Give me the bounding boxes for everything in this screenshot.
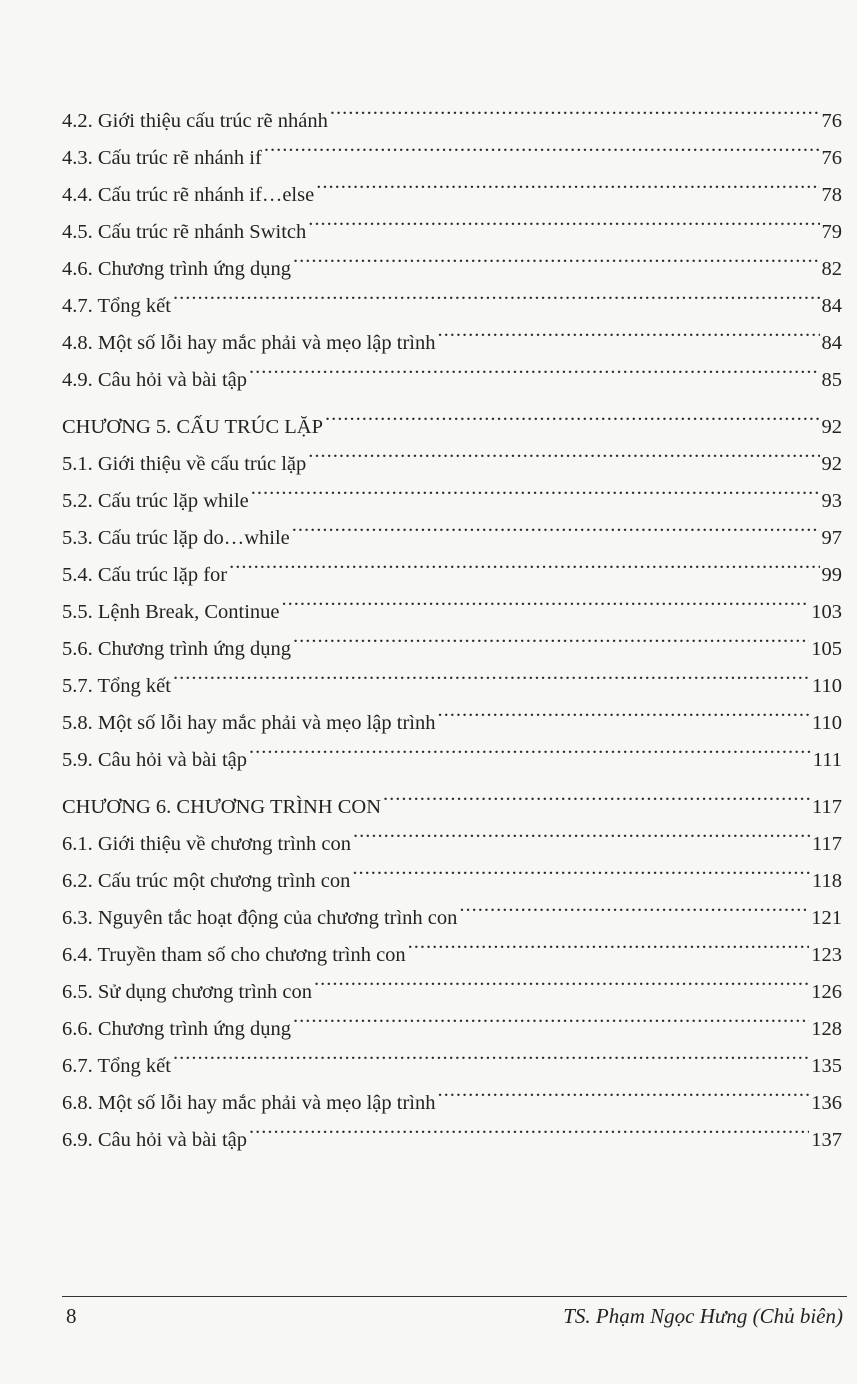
toc-entry-label: 5.1. Giới thiệu về cấu trúc lặp (62, 453, 307, 475)
toc-entry[interactable] (62, 1035, 842, 1077)
dot-leader (251, 470, 820, 507)
toc-chapter-5[interactable] (62, 396, 842, 438)
toc-entry-page: 117 (812, 833, 842, 855)
toc-entry-page: 79 (821, 221, 842, 243)
toc-entry-label: 6.6. Chương trình ứng dụng (62, 1018, 291, 1040)
chapter-page: 92 (821, 416, 842, 438)
toc-entry-label: 4.4. Cấu trúc rẽ nhánh if…else (62, 184, 315, 206)
toc-entry[interactable] (62, 1072, 842, 1114)
toc-entry-page: 126 (811, 981, 842, 1003)
toc-entry[interactable] (62, 312, 842, 354)
toc-entry[interactable] (62, 655, 842, 697)
dot-leader (437, 1072, 809, 1109)
dot-leader (352, 850, 810, 887)
footer-divider (62, 1296, 847, 1297)
toc-entry-label: 6.9. Câu hỏi và bài tập (62, 1129, 248, 1151)
dot-leader (330, 90, 820, 127)
toc-entry-page: 76 (821, 110, 842, 132)
toc-entry-page: 118 (812, 870, 842, 892)
dot-leader (281, 581, 809, 618)
chapter-title: CHƯƠNG 6. CHƯƠNG TRÌNH CON (62, 796, 382, 818)
dot-leader (314, 961, 809, 998)
toc-entry-page: 84 (821, 332, 842, 354)
dot-leader (383, 776, 810, 813)
dot-leader (316, 164, 819, 201)
toc-entry-label: 6.1. Giới thiệu về chương trình con (62, 833, 351, 855)
toc-entry-page: 92 (821, 453, 842, 475)
table-of-contents (62, 90, 842, 1151)
dot-leader (308, 433, 819, 470)
toc-entry-label: 6.8. Một số lỗi hay mắc phải và mẹo lập trình (62, 1092, 436, 1114)
toc-entry-label: 4.7. Tổng kết (62, 295, 171, 317)
dot-leader (293, 238, 820, 275)
toc-entry-page: 121 (811, 907, 842, 929)
toc-entry-page: 85 (821, 369, 842, 391)
toc-entry-page: 128 (811, 1018, 842, 1040)
toc-chapter-6[interactable] (62, 776, 842, 818)
toc-entry-page: 82 (821, 258, 842, 280)
toc-entry-label: 4.2. Giới thiệu cấu trúc rẽ nhánh (62, 110, 328, 132)
toc-entry-page: 136 (811, 1092, 842, 1114)
toc-entry-page: 97 (821, 527, 842, 549)
toc-entry-page: 123 (811, 944, 842, 966)
dot-leader (173, 1035, 809, 1072)
toc-entry-page: 84 (821, 295, 842, 317)
toc-entry[interactable] (62, 692, 842, 734)
dot-leader (249, 1109, 809, 1146)
toc-entry-page: 93 (821, 490, 842, 512)
toc-entry-label: 5.4. Cấu trúc lặp for (62, 564, 228, 586)
toc-entry-label: 4.5. Cấu trúc rẽ nhánh Switch (62, 221, 307, 243)
toc-entry-page: 111 (812, 749, 842, 771)
chapter-page: 117 (812, 796, 842, 818)
toc-entry-page: 137 (811, 1129, 842, 1151)
toc-entry[interactable] (62, 90, 842, 132)
toc-entry-label: 5.9. Câu hỏi và bài tập (62, 749, 248, 771)
toc-entry-label: 6.2. Cấu trúc một chương trình con (62, 870, 351, 892)
toc-entry-label: 4.9. Câu hỏi và bài tập (62, 369, 248, 391)
dot-leader (173, 655, 810, 692)
dot-leader (249, 349, 819, 386)
dot-leader (292, 507, 820, 544)
toc-entry-label: 5.8. Một số lỗi hay mắc phải và mẹo lập trình (62, 712, 436, 734)
dot-leader (229, 544, 819, 581)
toc-entry-label: 6.5. Sử dụng chương trình con (62, 981, 313, 1003)
toc-entry-label: 6.3. Nguyên tắc hoạt động của chương trình con (62, 907, 458, 929)
dot-leader (353, 813, 810, 850)
dot-leader (325, 396, 820, 433)
dot-leader (308, 201, 819, 238)
toc-entry-label: 4.3. Cấu trúc rẽ nhánh if (62, 147, 262, 169)
dot-leader (437, 692, 810, 729)
toc-entry-page: 103 (811, 601, 842, 623)
toc-entry-page: 135 (811, 1055, 842, 1077)
toc-entry-page: 76 (821, 147, 842, 169)
toc-entry-page: 110 (812, 712, 842, 734)
toc-entry[interactable] (62, 275, 842, 317)
dot-leader (437, 312, 819, 349)
footer-page-number: 8 (66, 1304, 77, 1328)
toc-entry-label: 5.7. Tổng kết (62, 675, 171, 697)
dot-leader (408, 924, 810, 961)
dot-leader (264, 127, 820, 164)
dot-leader (293, 618, 809, 655)
dot-leader (249, 729, 811, 766)
toc-entry-label: 5.5. Lệnh Break, Continue (62, 601, 280, 623)
footer-author: TS. Phạm Ngọc Hưng (Chủ biên) (563, 1304, 843, 1328)
toc-entry-label: 6.4. Truyền tham số cho chương trình con (62, 944, 406, 966)
toc-entry-label: 5.3. Cấu trúc lặp do…while (62, 527, 290, 549)
toc-entry-page: 78 (821, 184, 842, 206)
toc-entry-label: 5.6. Chương trình ứng dụng (62, 638, 291, 660)
dot-leader (293, 998, 809, 1035)
dot-leader (459, 887, 809, 924)
chapter-title: CHƯƠNG 5. CẤU TRÚC LẶP (62, 416, 323, 438)
toc-entry-page: 99 (821, 564, 842, 586)
toc-entry-page: 105 (811, 638, 842, 660)
toc-entry-page: 110 (812, 675, 842, 697)
dot-leader (173, 275, 820, 312)
toc-entry-label: 4.8. Một số lỗi hay mắc phải và mẹo lập trình (62, 332, 436, 354)
toc-entry-label: 4.6. Chương trình ứng dụng (62, 258, 291, 280)
toc-entry-label: 6.7. Tổng kết (62, 1055, 171, 1077)
toc-entry-label: 5.2. Cấu trúc lặp while (62, 490, 249, 512)
